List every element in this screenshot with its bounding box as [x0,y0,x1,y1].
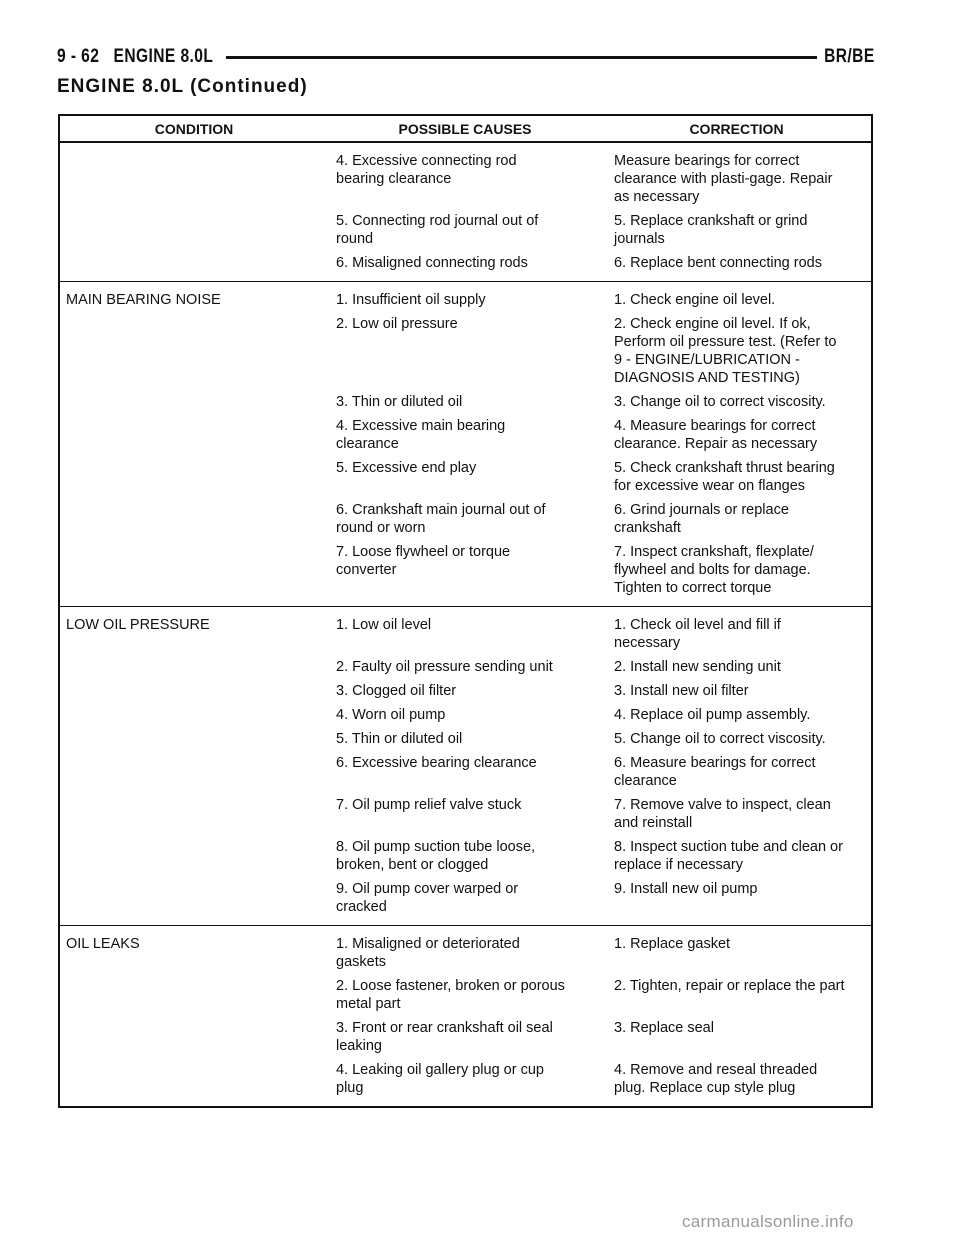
correction-cell: Measure bearings for correct clearance with plasti-gage. Repair as necessary [614,153,833,205]
condition-cell: OIL LEAKS [66,936,140,952]
table-row [60,793,871,835]
correction-cell: 6. Measure bearings for correct clearance [614,755,816,789]
possible-cause-cell: 7. Loose flywheel or torque converter [328,540,602,607]
condition-cell [60,793,328,835]
table-row [60,926,871,975]
table-row [60,751,871,793]
table-row [60,703,871,727]
table-row [60,607,871,656]
table-row [60,142,871,209]
possible-cause-cell: 5. Excessive end play [336,460,477,476]
possible-cause-cell: 2. Low oil pressure [336,316,458,332]
condition-cell: LOW OIL PRESSURE [66,617,210,633]
correction-cell: 7. Inspect crankshaft, flexplate/ flywheel and bolts for damage. Tighten to correct torque [602,540,871,607]
table-row [60,877,871,926]
possible-cause-cell: 3. Front or rear crankshaft oil seal leaking [336,1020,553,1054]
page-subtitle: ENGINE 8.0L (Continued) [57,76,308,97]
header-rule [226,56,818,59]
possible-cause-cell: 1. Insufficient oil supply [336,292,486,308]
condition-cell [60,142,328,209]
possible-cause-cell: 4. Excessive connecting rod bearing clearance [336,153,517,187]
diagnosis-table [58,114,873,1108]
correction-cell: 9. Install new oil pump [602,877,871,926]
correction-cell: 2. Install new sending unit [614,659,781,675]
column-header-correction: CORRECTION [602,116,871,142]
condition-cell [60,877,328,926]
correction-cell: 6. Grind journals or replace crankshaft [614,502,789,536]
condition-cell [60,498,328,540]
table-row [60,974,871,1016]
condition-cell [60,414,328,456]
table-row [60,1016,871,1058]
condition-cell [60,456,328,498]
condition-cell [60,974,328,1016]
table-row [60,251,871,282]
possible-cause-cell: 4. Leaking oil gallery plug or cup plug [336,1062,544,1096]
condition-cell [60,251,328,282]
possible-cause-cell: 2. Loose fastener, broken or porous metal part [336,978,565,1012]
possible-cause-cell: 1. Low oil level [336,617,432,633]
correction-cell: 3. Change oil to correct viscosity. [614,394,826,410]
correction-cell: 7. Remove valve to inspect, clean and reinstall [614,797,831,831]
table-row [60,540,871,607]
table-body [60,142,871,1106]
watermark: carmanualsonline.info [682,1212,854,1231]
possible-cause-cell: 7. Oil pump relief valve stuck [336,797,522,813]
possible-cause-cell: 6. Crankshaft main journal out of round or worn [336,502,546,536]
section-title: ENGINE 8.0L [113,46,214,67]
correction-cell: 8. Inspect suction tube and clean or replace if necessary [614,839,843,873]
table-row [60,498,871,540]
correction-cell: 5. Replace crankshaft or grind journals [614,213,808,247]
table-row [60,655,871,679]
table-row [60,835,871,877]
model-code: BR/BE [824,46,875,67]
table-row [60,414,871,456]
condition-cell [60,540,328,607]
correction-cell: 2. Tighten, repair or replace the part [614,978,845,994]
possible-cause-cell: 3. Clogged oil filter [336,683,457,699]
possible-cause-cell: 3. Thin or diluted oil [336,394,463,410]
possible-cause-cell: 5. Connecting rod journal out of round [336,213,539,247]
correction-cell: 5. Change oil to correct viscosity. [614,731,826,747]
possible-cause-cell: 6. Misaligned connecting rods [328,251,602,282]
table-row [60,390,871,414]
possible-cause-cell: 9. Oil pump cover warped or cracked [328,877,602,926]
page-number-section [57,46,213,68]
possible-cause-cell: 4. Worn oil pump [336,707,446,723]
possible-cause-cell: 4. Excessive main bearing clearance [336,418,506,452]
correction-cell: 1. Check engine oil level. [614,292,776,308]
possible-cause-cell: 6. Excessive bearing clearance [336,755,537,771]
correction-cell: 3. Replace seal [614,1020,714,1036]
correction-cell: 2. Check engine oil level. If ok, Perform oil pressure test. (Refer to 9 - ENGINE/LUBRICATION - DIAGNOSIS AND TESTING) [614,316,837,386]
correction-cell: 1. Replace gasket [614,936,731,952]
correction-cell: 5. Check crankshaft thrust bearing for excessive wear on flanges [614,460,835,494]
condition-cell [60,1016,328,1058]
diagnosis-table-grid [60,116,871,1106]
condition-cell [60,655,328,679]
table-row [60,679,871,703]
table-row [60,312,871,390]
condition-cell [60,209,328,251]
possible-cause-cell: 5. Thin or diluted oil [336,731,463,747]
correction-cell: 4. Replace oil pump assembly. [614,707,811,723]
table-row [60,1058,871,1106]
correction-cell: 1. Check oil level and fill if necessary [614,617,781,651]
table-row [60,282,871,313]
correction-cell: 3. Install new oil filter [614,683,749,699]
condition-cell: MAIN BEARING NOISE [66,292,221,308]
correction-cell: 4. Measure bearings for correct clearance. Repair as necessary [614,418,818,452]
page-header [57,42,875,72]
possible-cause-cell: 2. Faulty oil pressure sending unit [336,659,553,675]
condition-cell [60,390,328,414]
condition-cell [60,312,328,390]
table-row [60,456,871,498]
column-header-causes: POSSIBLE CAUSES [328,116,602,142]
possible-cause-cell: 1. Misaligned or deteriorated gaskets [336,936,520,970]
table-row [60,727,871,751]
condition-cell [60,751,328,793]
correction-cell: 6. Replace bent connecting rods [602,251,871,282]
condition-cell [60,703,328,727]
condition-cell [60,1058,328,1106]
possible-cause-cell: 8. Oil pump suction tube loose, broken, bent or clogged [336,839,536,873]
table-row [60,209,871,251]
correction-cell: 4. Remove and reseal threaded plug. Replace cup style plug [614,1062,818,1096]
condition-cell [60,835,328,877]
condition-cell [60,727,328,751]
column-header-condition: CONDITION [60,116,328,142]
page-number: 9 - 62 [57,46,100,67]
condition-cell [60,679,328,703]
table-header-row [60,116,871,142]
